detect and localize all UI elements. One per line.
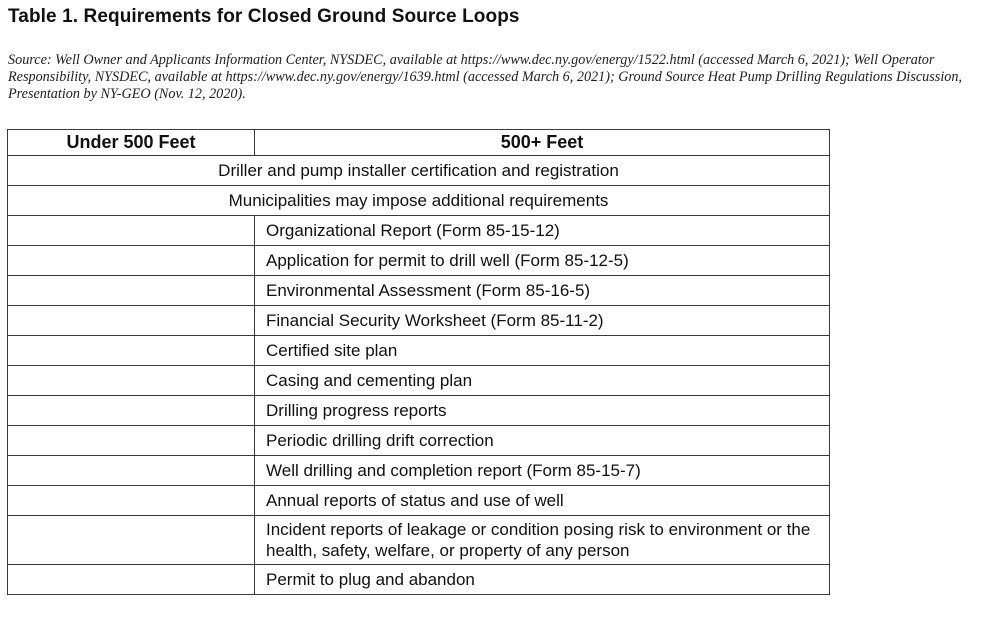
table-row (8, 456, 830, 486)
under-500-empty-cell (8, 486, 255, 516)
requirement-permit-application: Application for permit to drill well (Form 85-12-5) (255, 246, 830, 276)
under-500-empty-cell (8, 396, 255, 426)
table-row (8, 246, 830, 276)
shared-requirement-certification: Driller and pump installer certification and registration (8, 156, 830, 186)
table-row (8, 336, 830, 366)
header-under-500-feet: Under 500 Feet (8, 130, 255, 156)
shared-requirement-municipalities: Municipalities may impose additional requirements (8, 186, 830, 216)
requirement-plug-and-abandon: Permit to plug and abandon (255, 565, 830, 595)
requirements-table (7, 129, 830, 595)
under-500-empty-cell (8, 456, 255, 486)
table-row (8, 216, 830, 246)
under-500-empty-cell (8, 366, 255, 396)
table-row (8, 306, 830, 336)
under-500-empty-cell (8, 516, 255, 565)
table-row (8, 366, 830, 396)
table-row (8, 516, 830, 565)
requirement-progress-reports: Drilling progress reports (255, 396, 830, 426)
requirement-drift-correction: Periodic drilling drift correction (255, 426, 830, 456)
table-row (8, 276, 830, 306)
under-500-empty-cell (8, 336, 255, 366)
table-row (8, 396, 830, 426)
table-title: Table 1. Requirements for Closed Ground Source Loops (8, 6, 520, 27)
requirement-completion-report: Well drilling and completion report (Form 85-15-7) (255, 456, 830, 486)
under-500-empty-cell (8, 276, 255, 306)
under-500-empty-cell (8, 565, 255, 595)
requirement-financial-security: Financial Security Worksheet (Form 85-11-2) (255, 306, 830, 336)
requirement-site-plan: Certified site plan (255, 336, 830, 366)
under-500-empty-cell (8, 306, 255, 336)
table-row (8, 565, 830, 595)
under-500-empty-cell (8, 246, 255, 276)
source-citation: Source: Well Owner and Applicants Information Center, NYSDEC, available at https://www.dec.ny.gov/energy/1522.html (accessed March 6, 2021); Well Operator Responsibility, NYSDEC, available at https://www.dec.ny.gov/energy/1639.html (accessed March 6, 2021); Ground Source Heat Pump Drilling Regulations Discussion, Presentation by NY-GEO (Nov. 12, 2020). (8, 52, 962, 102)
table-row (8, 426, 830, 456)
header-500-plus-feet: 500+ Feet (255, 130, 830, 156)
requirement-organizational-report: Organizational Report (Form 85-15-12) (255, 216, 830, 246)
requirement-casing-plan: Casing and cementing plan (255, 366, 830, 396)
table-row (8, 186, 830, 216)
requirement-incident-reports: Incident reports of leakage or condition posing risk to environment or the health, safety, welfare, or property of any person (255, 516, 830, 565)
table-row (8, 486, 830, 516)
table-header-row (8, 130, 830, 156)
requirement-environmental-assessment: Environmental Assessment (Form 85-16-5) (255, 276, 830, 306)
requirement-annual-reports: Annual reports of status and use of well (255, 486, 830, 516)
table-row (8, 156, 830, 186)
under-500-empty-cell (8, 216, 255, 246)
under-500-empty-cell (8, 426, 255, 456)
